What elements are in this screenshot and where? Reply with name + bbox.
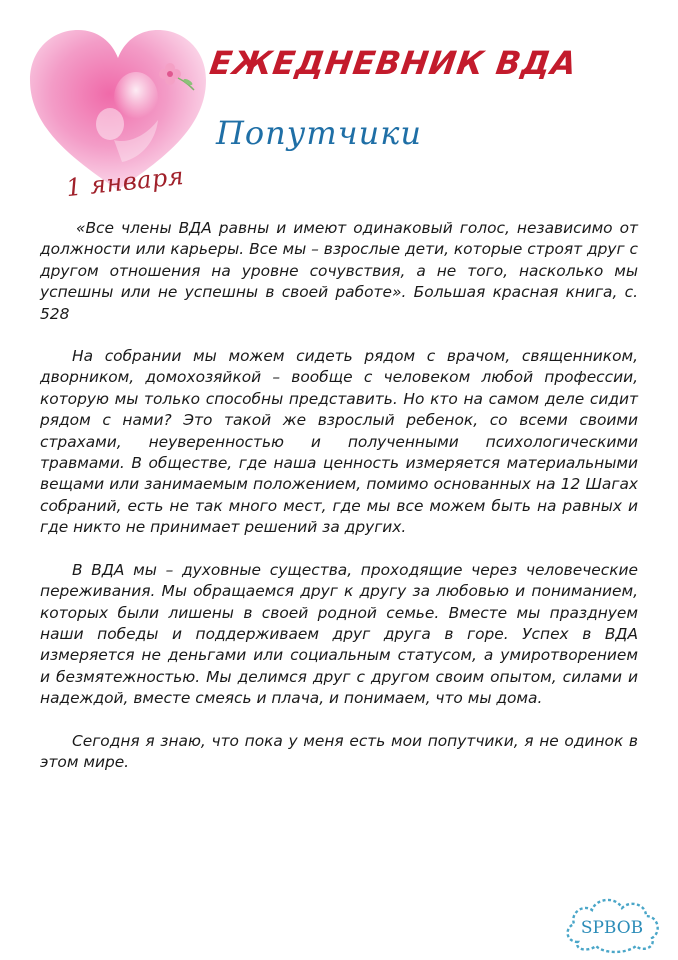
badge-text: SPBOB bbox=[580, 918, 644, 938]
body-paragraph: На собрании мы можем сидеть рядом с врачом, священником, дворником, домохозяйкой – вообще с человеком любой профессии, которую мы только способны представить. Но кто на самом деле сидит рядом с нами? Это такой же взрослый ребенок, со всеми своими страхами, неуверенностью и полученными психологическими травмами. В обществе, где наша ценность измеряется материальными вещами или занимаемым положением, помимо основанных на 12 Шагах собраний, есть не так много мест, где мы все можем быть на равных и где никто не принимает решений за других. bbox=[40, 347, 638, 537]
cloud-badge-icon bbox=[560, 892, 664, 956]
body-paragraph: В ВДА мы – духовные существа, проходящие через человеческие переживания. Мы обращаемся друг к другу за любовью и пониманием, которых были лишены в своей родной семье. Вместе мы празднуем наши победы и поддерживаем друг друга в горе. Успех в ВДА измеряется не деньгами или социальным статусом, а умиротворением и безмятежностью. Мы делимся друг с другом своим опытом, силами и надеждой, вместе смеясь и плача, и понимаем, что мы дома. bbox=[40, 560, 638, 708]
date-label: 1 января bbox=[64, 161, 186, 203]
body-paragraph: Сегодня я знаю, что пока у меня есть мои попутчики, я не одинок в этом мире. bbox=[40, 731, 638, 771]
reading-text bbox=[40, 218, 638, 794]
page-subtitle: Попутчики bbox=[216, 114, 422, 152]
quote-paragraph: «Все члены ВДА равны и имеют одинаковый голос, независимо от должности или карьеры. Все мы – взрослые дети, которые строят друг с другом отношения на уровне сочувствия, а не того, насколько мы успешны или не успешны в своей работе». Большая красная книга, с. 528 bbox=[40, 219, 638, 323]
page-title: ЕЖЕДНЕВНИК ВДА bbox=[207, 44, 580, 82]
